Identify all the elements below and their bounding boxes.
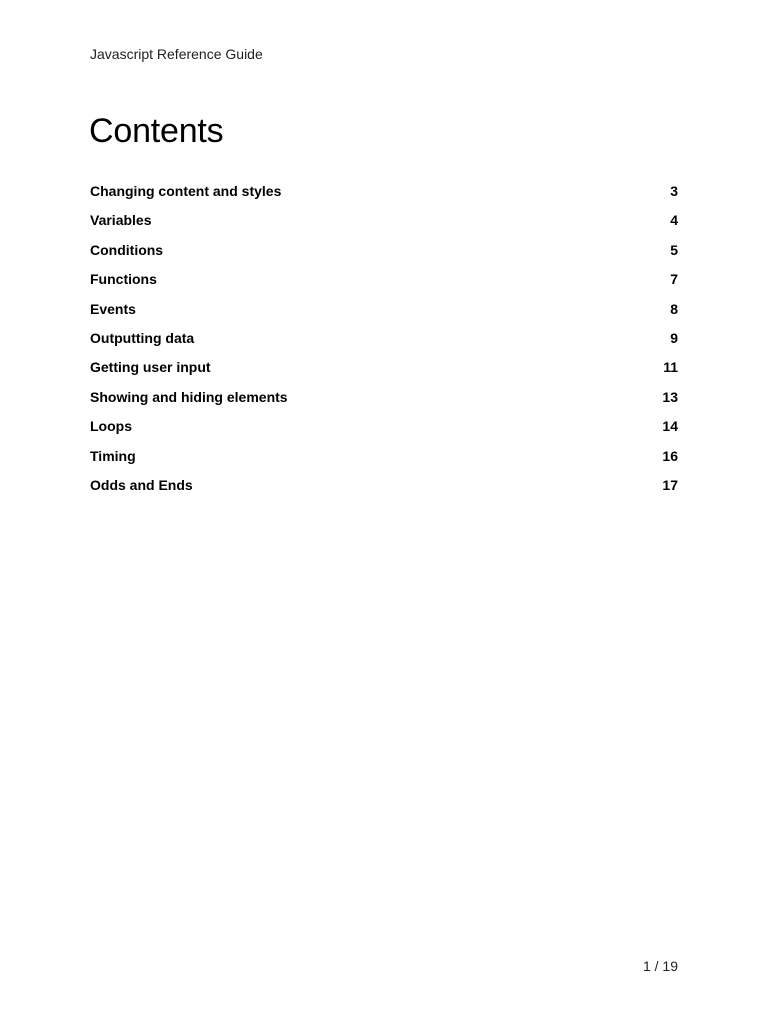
toc-entry-label: Timing — [90, 447, 136, 464]
toc-entry-timing[interactable] — [90, 446, 678, 475]
toc-entry-page: 16 — [662, 447, 678, 464]
toc-entry-label: Getting user input — [90, 359, 211, 376]
toc-entry-functions[interactable] — [90, 269, 678, 298]
toc-entry-loops[interactable] — [90, 416, 678, 445]
toc-entry-page: 4 — [670, 212, 678, 229]
running-header: Javascript Reference Guide — [90, 46, 263, 62]
toc-entry-odds-and-ends[interactable] — [90, 475, 678, 504]
toc-entry-label: Loops — [90, 418, 132, 435]
toc-entry-label: Odds and Ends — [90, 476, 193, 493]
toc-entry-conditions[interactable] — [90, 240, 678, 269]
toc-entry-page: 3 — [670, 183, 678, 199]
toc-entry-outputting-data[interactable] — [90, 328, 678, 357]
table-of-contents — [90, 181, 678, 504]
page-title: Contents — [89, 112, 224, 150]
toc-entry-page: 9 — [670, 329, 678, 346]
toc-entry-page: 14 — [662, 418, 678, 435]
toc-entry-label: Changing content and styles — [90, 183, 282, 199]
toc-entry-label: Conditions — [90, 241, 164, 258]
toc-entry-page: 5 — [670, 241, 678, 258]
toc-entry-page: 7 — [670, 271, 678, 288]
toc-entry-page: 13 — [662, 388, 678, 405]
toc-entry-label: Events — [90, 300, 136, 317]
toc-entry-variables[interactable] — [90, 210, 678, 239]
toc-entry-changing-content-and-styles[interactable] — [90, 181, 678, 210]
toc-entry-showing-and-hiding-elements[interactable] — [90, 387, 678, 416]
toc-entry-page: 8 — [670, 300, 678, 317]
toc-entry-label: Showing and hiding elements — [90, 388, 288, 405]
toc-entry-getting-user-input[interactable] — [90, 357, 678, 386]
toc-entry-page: 17 — [662, 476, 678, 493]
toc-entry-page: 11 — [663, 359, 678, 376]
page-indicator: 1 / 19 — [642, 958, 678, 974]
toc-entry-label: Outputting data — [90, 329, 195, 346]
toc-entry-label: Variables — [90, 212, 152, 229]
toc-entry-label: Functions — [90, 271, 157, 288]
toc-entry-events[interactable] — [90, 299, 678, 328]
